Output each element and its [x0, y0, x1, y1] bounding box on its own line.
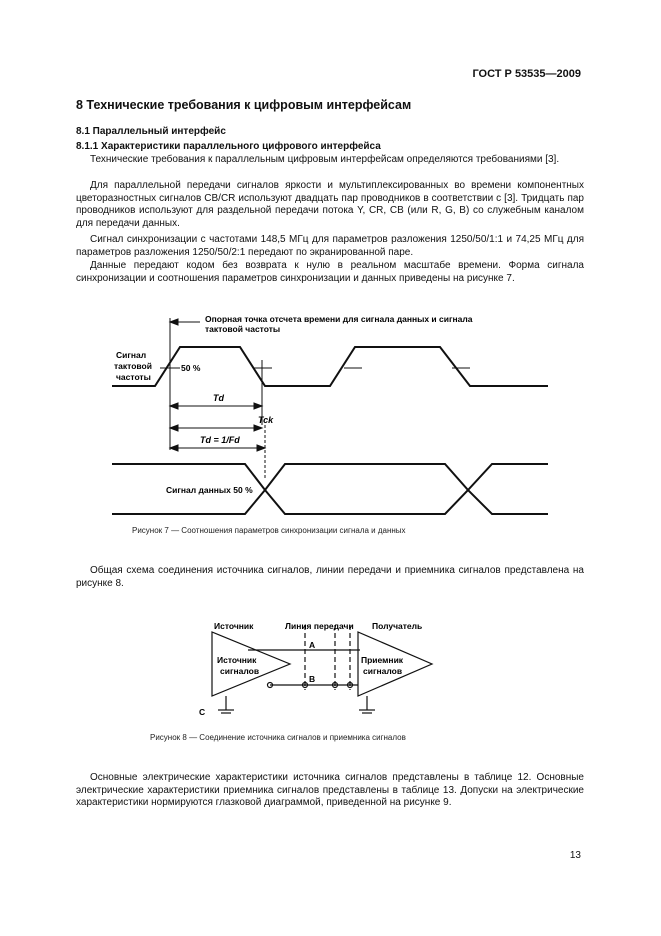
- receiver-box-label-2: сигналов: [363, 666, 403, 676]
- point-b-label: B: [309, 674, 316, 684]
- figure-8-caption: Рисунок 8 — Соединение источника сигналов и приемника сигналов: [150, 733, 406, 742]
- paragraph-fig8-intro: Общая схема соединения источника сигналов, линии передачи и приемника сигналов представлена на рисунке 8.: [76, 565, 584, 589]
- paragraph-4: Данные передают кодом без возврата к нулю в реальном масштабе времени. Форма сигнала синхронизации и соотношения параметров синхронизации и данных приведены на рисунке 7.: [76, 260, 584, 284]
- td-eq-label: Td = 1/Fd: [200, 435, 240, 445]
- source-box-label-1: Источник: [217, 655, 257, 665]
- document-code: ГОСТ Р 53535—2009: [472, 68, 581, 80]
- page-number: 13: [569, 850, 581, 861]
- figure-7-caption: Рисунок 7 — Соотношения параметров синхронизации сигнала и данных: [132, 526, 406, 535]
- data-signal-label: Сигнал данных 50 %: [166, 485, 253, 495]
- ref-point-label-1: Опорная точка отсчета времени для сигнала данных и сигнала: [205, 314, 473, 324]
- receiver-label: Получатель: [372, 621, 423, 631]
- ref-point-label-2: тактовой частоты: [205, 324, 281, 334]
- paragraph-final: Основные электрические характеристики источника сигналов представлены в таблице 12. Основные электрические характеристики приемника сигналов представлены в таблице 13. Допуски на электрические характеристики нормируются глазковой диаграммой, приведенной на рисунке 9.: [76, 772, 584, 808]
- source-box-label-2: сигналов: [220, 666, 260, 676]
- clock-label-1: Сигнал: [116, 350, 147, 360]
- paragraph-3: Сигнал синхронизации с частотами 148,5 МГц для параметров разложения 1250/50/1:1 и 74,25 МГц для параметров разложения 1250/50/2:1 передают по экранированной паре.: [76, 234, 584, 258]
- receiver-box-label-1: Приемник: [361, 655, 404, 665]
- point-a-label: A: [309, 640, 316, 650]
- ground-label: C: [199, 707, 206, 717]
- clock-label-2: тактовой: [114, 361, 152, 371]
- line-label: Линия передачи: [285, 621, 354, 631]
- source-label: Источник: [214, 621, 254, 631]
- paragraph-2: Для параллельной передачи сигналов яркости и мультиплексированных во времени компонентных цветоразностных сигналов CB/CR используют двадцать пар проводников в соответствии с [3]. Тридцать пар проводников используют для раздельной передачи потока Y, CR, CB (или R, G, B) со служебным каналом для передачи данных.: [76, 180, 584, 229]
- clock-label-3: частоты: [116, 372, 151, 382]
- subsubsection-title: 8.1.1 Характеристики параллельного цифрового интерфейса: [76, 141, 381, 152]
- tck-label: Tck: [258, 415, 274, 425]
- fifty-percent-label: 50 %: [181, 363, 201, 373]
- paragraph-1: Технические требования к параллельным цифровым интерфейсам определяются требованиями [3].: [90, 154, 560, 165]
- subsection-title: 8.1 Параллельный интерфейс: [76, 126, 226, 137]
- section-title: 8 Технические требования к цифровым интерфейсам: [76, 98, 412, 112]
- td-label: Td: [213, 393, 224, 403]
